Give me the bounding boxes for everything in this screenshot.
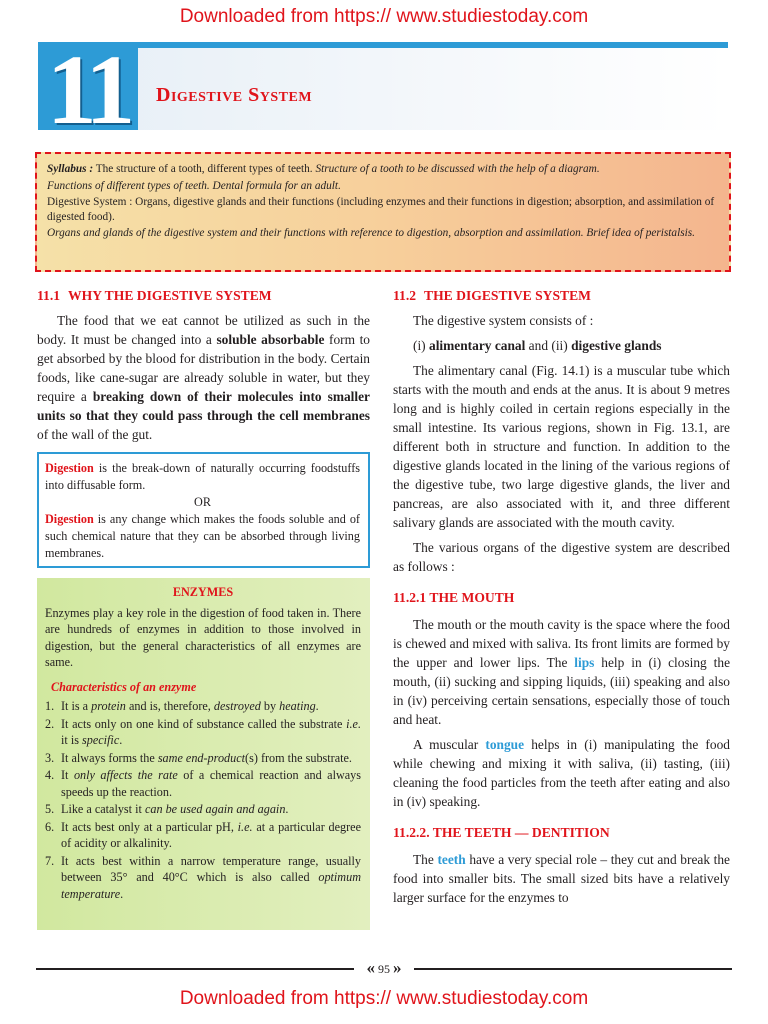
section-heading-mouth: 11.2.1 THE MOUTH <box>393 590 515 605</box>
list-number: 6. <box>45 819 55 834</box>
list-text: It acts best only at a particular pH, <box>61 819 238 834</box>
list-text: . <box>119 733 123 747</box>
syllabus-line-1: Syllabus : The structure of a tooth, different types of teeth. Structure of a tooth to be discussed with the help of a diagram. <box>47 163 600 175</box>
list-number: 1. <box>45 699 55 713</box>
list-text: of a chemical reaction and always speeds up the reaction. <box>61 768 362 799</box>
list-text: It is a <box>61 699 92 713</box>
footer-rule-left <box>36 968 354 970</box>
list-number: 5. <box>45 802 55 816</box>
syllabus-line-2: Functions of different types of teeth. Dental formula for an adult. <box>47 179 341 192</box>
list-text: destroyed <box>213 699 261 713</box>
left-column <box>37 286 370 930</box>
chevron-left-icon: « <box>366 958 375 977</box>
teeth-paragraph: The teeth have a very special role – they cut and break the food into smaller bits. The small sized bits have a relatively larger surface for the enzymes to <box>393 852 730 905</box>
definition-1: Digestion is the break-down of naturally occurring foodstuffs into diffusable form. <box>45 461 360 492</box>
list-text: . <box>120 886 124 901</box>
enzyme-characteristic-item <box>45 819 361 852</box>
list-text: at a particular degree of acidity or alkalinity. <box>61 819 362 850</box>
list-number: 3. <box>45 750 55 765</box>
enzyme-characteristic-item <box>45 767 361 800</box>
list-text: only affects the rate <box>73 768 178 782</box>
list-text: can be used again and again <box>144 802 286 816</box>
tongue-paragraph: A muscular tongue helps in (i) manipulating the food while chewing and mixing it with saliva, (ii) tasting, (iii) cleaning the food particles from the teeth after eating and also in (iv) speaking. <box>393 737 730 809</box>
enzyme-characteristic-item <box>45 853 361 903</box>
chapter-banner <box>38 42 728 130</box>
enzyme-characteristics-title: Characteristics of an enzyme <box>51 679 197 694</box>
list-number: 7. <box>45 853 55 868</box>
syllabus-line-3: Digestive System : Organs, digestive glands and their functions (including enzymes and their functions in digestion; absorption, and assimilation of digested food). <box>47 196 715 223</box>
list-text: . <box>315 699 319 713</box>
syllabus-box <box>35 152 731 272</box>
enzyme-characteristic-item <box>45 716 361 749</box>
list-text: It <box>61 768 74 782</box>
list-text: i.e. <box>346 716 361 731</box>
list-text: i.e. <box>237 819 253 834</box>
definition-or: OR <box>194 495 211 509</box>
list-text: It acts best within a narrow temperature range, usually between 35° and 40°C which is also called <box>61 853 361 884</box>
watermark-bottom: Downloaded from https:// www.studiestoday.com <box>179 988 589 1009</box>
chapter-title: Digestive System <box>156 84 313 106</box>
enzymes-intro: Enzymes play a key role in the digestion of food taken in. There are hundreds of enzymes in addition to those involved in digestion, but the general characteristics of all enzymes are same. <box>45 605 361 669</box>
section-heading-11-1: 11.1 WHY THE DIGESTIVE SYSTEM <box>37 288 272 303</box>
list-number: 2. <box>45 716 55 731</box>
alimentary-canal-paragraph: The alimentary canal (Fig. 14.1) is a muscular tube which starts with the mouth and ends at the anus. It is about 9 metres long and is highly coiled in certain regions especially in the small intestine. Its various regions, shown in Fig. 13.1, are different both in structure and function. In addition to the digestive glands located in the lining of the various regions of the digestive tube, two large digestive glands, the liver and pancreas, are also associated with it, and three different salivary glands are associated with the mouth cavity. <box>393 363 730 530</box>
definition-2: Digestion is any change which makes the foods soluble and of such chemical nature that they can be absorbed through living membranes. <box>45 512 360 560</box>
section-heading-11-2: 11.2 THE DIGESTIVE SYSTEM <box>393 288 592 303</box>
chevron-right-icon: » <box>393 958 402 977</box>
why-digestive-paragraph: The food that we eat cannot be utilized as such in the body. It must be changed into a soluble absorbable form to get absorbed by the blood for distribution in the body. Certain foods, like cane-sugar are already soluble in water, but they require a breaking down of their molecules into smaller units so that they could pass through the cell membranes of the wall of the gut. <box>37 313 371 442</box>
list-text: by <box>260 699 280 713</box>
list-text: optimum temperature <box>61 870 361 901</box>
list-text: . <box>285 802 289 816</box>
list-text: It always forms the <box>61 750 158 765</box>
list-text: Like a catalyst it <box>61 802 145 816</box>
list-text: and is, therefore, <box>125 699 214 713</box>
list-text: protein <box>91 699 126 713</box>
enzyme-characteristic-item <box>45 698 361 715</box>
enzymes-title: ENZYMES <box>172 585 234 599</box>
list-text: it is <box>61 733 82 747</box>
list-text: (s) from the substrate. <box>245 750 352 765</box>
right-column <box>393 286 730 913</box>
banner-top-bar <box>138 42 728 48</box>
list-text: heating <box>279 699 316 713</box>
enzyme-characteristics-list <box>45 698 361 902</box>
page-number: « 95 » <box>366 958 402 977</box>
organs-described-paragraph: The various organs of the digestive system are described as follows : <box>393 540 730 574</box>
digestion-definition-box <box>37 452 370 568</box>
footer-rule-right <box>414 968 732 970</box>
list-text: specific <box>82 733 120 747</box>
section-heading-teeth: 11.2.2. THE TEETH — DENTITION <box>393 825 610 840</box>
watermark-top: Downloaded from https:// www.studiestoday.com <box>179 6 589 27</box>
digestive-system-parts: (i) alimentary canal and (ii) digestive glands <box>413 338 662 353</box>
enzymes-box <box>37 578 370 930</box>
digestive-system-intro: The digestive system consists of : <box>413 313 594 328</box>
chapter-number: 11 <box>46 34 130 145</box>
syllabus-line-4: Organs and glands of the digestive system and their functions with reference to digestion, absorption and assimilation. Brief idea of peristalsis. <box>47 227 695 239</box>
mouth-paragraph: The mouth or the mouth cavity is the space where the food is chewed and mixed with saliva. Its front limits are formed by the upper and lower lips. The lips help in (i) closing the mouth, (ii) sucking and sipping liquids, (iii) speaking and also in (iv) perceiving certain sensations, especially those of touch and heat. <box>393 617 731 727</box>
enzyme-characteristic-item <box>45 750 361 767</box>
list-number: 4. <box>45 768 55 782</box>
enzyme-characteristic-item <box>45 801 361 818</box>
list-text: same end-product <box>157 750 246 765</box>
list-text: It acts only on one kind of substance called the substrate <box>61 716 347 731</box>
